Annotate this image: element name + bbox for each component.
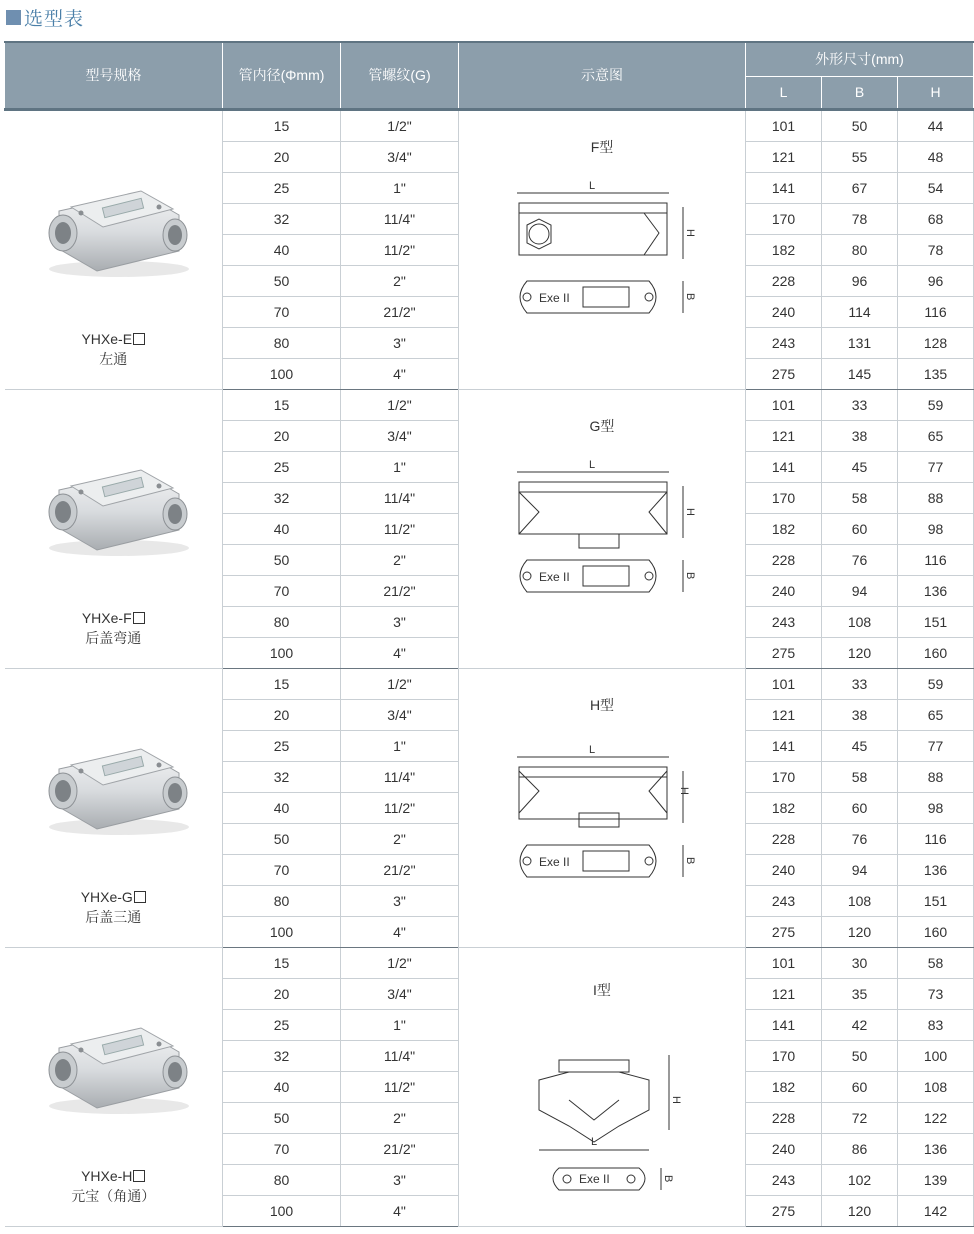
cell-thread: 2"	[341, 823, 459, 854]
diagram-label: L	[589, 179, 596, 192]
cell-inner-diameter: 20	[223, 141, 341, 172]
cell-dim-H: 160	[898, 637, 974, 668]
section-title	[6, 4, 84, 30]
product-cell	[5, 668, 223, 947]
title-square-icon	[6, 10, 21, 25]
cell-dim-L: 121	[746, 141, 822, 172]
cell-dim-H: 68	[898, 203, 974, 234]
cell-dim-H: 136	[898, 854, 974, 885]
cell-dim-B: 108	[822, 885, 898, 916]
cell-thread: 1/2"	[341, 947, 459, 978]
cell-dim-B: 120	[822, 916, 898, 947]
cell-dim-H: 58	[898, 947, 974, 978]
product-caption	[5, 1166, 223, 1206]
cell-dim-H: 96	[898, 265, 974, 296]
product-photo	[41, 173, 191, 283]
cell-inner-diameter: 100	[223, 637, 341, 668]
model-name: YHXe-F	[5, 608, 223, 628]
cell-inner-diameter: 80	[223, 885, 341, 916]
cell-dim-B: 38	[822, 420, 898, 451]
cell-dim-H: 65	[898, 420, 974, 451]
cell-dim-H: 44	[898, 109, 974, 141]
cell-thread: 11/2"	[341, 1071, 459, 1102]
product-photo	[41, 1010, 191, 1120]
cell-thread: 1"	[341, 730, 459, 761]
cell-inner-diameter: 70	[223, 1133, 341, 1164]
cell-dim-L: 275	[746, 916, 822, 947]
cell-inner-diameter: 25	[223, 1009, 341, 1040]
cell-thread: 2"	[341, 1102, 459, 1133]
model-name: YHXe-H	[5, 1166, 223, 1186]
cell-dim-L: 101	[746, 668, 822, 699]
cell-dim-H: 73	[898, 978, 974, 1009]
product-photo	[41, 452, 191, 562]
cell-dim-B: 58	[822, 761, 898, 792]
cell-inner-diameter: 80	[223, 327, 341, 358]
diagram-type-label: I型	[593, 981, 611, 998]
cell-dim-H: 116	[898, 823, 974, 854]
cell-dim-L: 243	[746, 885, 822, 916]
cell-inner-diameter: 25	[223, 172, 341, 203]
cell-dim-B: 94	[822, 575, 898, 606]
product-cell	[5, 109, 223, 389]
cell-dim-L: 240	[746, 296, 822, 327]
cell-dim-B: 131	[822, 327, 898, 358]
product-cell	[5, 947, 223, 1226]
cell-dim-H: 108	[898, 1071, 974, 1102]
cell-inner-diameter: 32	[223, 1040, 341, 1071]
table-row	[5, 668, 974, 699]
diagram-label: L	[589, 458, 596, 471]
diagram-label: B	[662, 1174, 674, 1182]
cell-dim-H: 122	[898, 1102, 974, 1133]
diagram-type-label: H型	[589, 696, 615, 713]
cell-thread: 21/2"	[341, 575, 459, 606]
diagram-label: Exe II	[539, 569, 570, 584]
product-cell	[5, 389, 223, 668]
cell-dim-B: 102	[822, 1164, 898, 1195]
cell-dim-L: 275	[746, 1195, 822, 1226]
cell-inner-diameter: 70	[223, 296, 341, 327]
cell-inner-diameter: 40	[223, 1071, 341, 1102]
cell-dim-B: 96	[822, 265, 898, 296]
cell-dim-B: 78	[822, 203, 898, 234]
cell-dim-B: 60	[822, 513, 898, 544]
cell-inner-diameter: 25	[223, 730, 341, 761]
diagram-label: B	[684, 856, 696, 864]
cell-dim-L: 170	[746, 761, 822, 792]
cell-inner-diameter: 32	[223, 203, 341, 234]
cell-dim-B: 120	[822, 1195, 898, 1226]
cell-dim-H: 136	[898, 575, 974, 606]
cell-dim-L: 240	[746, 575, 822, 606]
diagram-label: Exe II	[539, 290, 570, 305]
cell-dim-H: 142	[898, 1195, 974, 1226]
diagram-type-label: G型	[589, 417, 615, 434]
cell-thread: 3/4"	[341, 141, 459, 172]
cell-dim-B: 35	[822, 978, 898, 1009]
cell-dim-L: 182	[746, 234, 822, 265]
header-dim-L: L	[746, 76, 822, 109]
cell-dim-H: 98	[898, 513, 974, 544]
cell-dim-L: 275	[746, 637, 822, 668]
diagram-cell	[459, 389, 746, 668]
diagram-label: L	[589, 743, 596, 756]
cell-thread: 4"	[341, 1195, 459, 1226]
header-dimensions: 外形尺寸(mm)	[746, 42, 974, 76]
diagram-cell	[459, 109, 746, 389]
schematic-drawing	[499, 1000, 709, 1210]
cell-thread: 3"	[341, 885, 459, 916]
cell-thread: 4"	[341, 916, 459, 947]
cell-dim-H: 59	[898, 389, 974, 420]
cell-dim-H: 88	[898, 482, 974, 513]
schematic-drawing	[499, 163, 709, 373]
cell-inner-diameter: 40	[223, 792, 341, 823]
diagram-label: Exe II	[539, 854, 570, 869]
header-model: 型号规格	[5, 42, 223, 109]
cell-thread: 1/2"	[341, 668, 459, 699]
cell-thread: 11/4"	[341, 203, 459, 234]
cell-dim-L: 141	[746, 730, 822, 761]
cell-dim-L: 170	[746, 203, 822, 234]
cell-dim-B: 50	[822, 1040, 898, 1071]
cell-inner-diameter: 15	[223, 668, 341, 699]
cell-dim-H: 116	[898, 296, 974, 327]
cell-dim-B: 30	[822, 947, 898, 978]
cell-inner-diameter: 100	[223, 358, 341, 389]
cell-inner-diameter: 40	[223, 513, 341, 544]
cell-inner-diameter: 80	[223, 606, 341, 637]
header-inner-diameter: 管内径(Φmm)	[223, 42, 341, 109]
cell-dim-L: 228	[746, 1102, 822, 1133]
cell-inner-diameter: 20	[223, 978, 341, 1009]
cell-dim-L: 240	[746, 1133, 822, 1164]
model-name: YHXe-G	[5, 887, 223, 907]
cell-dim-L: 182	[746, 792, 822, 823]
cell-thread: 11/2"	[341, 234, 459, 265]
diagram-cell	[459, 947, 746, 1226]
header-diagram: 示意图	[459, 42, 746, 109]
cell-thread: 3"	[341, 327, 459, 358]
cell-dim-H: 139	[898, 1164, 974, 1195]
cell-dim-L: 182	[746, 513, 822, 544]
cell-dim-H: 65	[898, 699, 974, 730]
cell-dim-B: 38	[822, 699, 898, 730]
diagram-label: H	[678, 786, 690, 795]
cell-thread: 11/2"	[341, 792, 459, 823]
table-row	[5, 947, 974, 978]
product-caption	[5, 329, 223, 369]
cell-inner-diameter: 20	[223, 420, 341, 451]
cell-dim-L: 182	[746, 1071, 822, 1102]
cell-dim-L: 170	[746, 482, 822, 513]
cell-dim-L: 228	[746, 823, 822, 854]
cell-dim-B: 94	[822, 854, 898, 885]
diagram-label: H	[684, 507, 696, 516]
cell-thread: 11/4"	[341, 1040, 459, 1071]
cell-dim-H: 151	[898, 885, 974, 916]
cell-dim-B: 33	[822, 668, 898, 699]
cell-dim-B: 67	[822, 172, 898, 203]
cell-dim-L: 141	[746, 172, 822, 203]
cell-dim-H: 48	[898, 141, 974, 172]
cell-dim-H: 128	[898, 327, 974, 358]
cell-dim-B: 80	[822, 234, 898, 265]
cell-dim-H: 136	[898, 1133, 974, 1164]
cell-inner-diameter: 100	[223, 916, 341, 947]
cell-dim-B: 55	[822, 141, 898, 172]
cell-dim-H: 116	[898, 544, 974, 575]
cell-thread: 21/2"	[341, 854, 459, 885]
cell-dim-H: 77	[898, 730, 974, 761]
cell-dim-H: 88	[898, 761, 974, 792]
cell-dim-L: 275	[746, 358, 822, 389]
cell-thread: 3/4"	[341, 978, 459, 1009]
cell-thread: 3"	[341, 606, 459, 637]
cell-inner-diameter: 20	[223, 699, 341, 730]
cell-dim-L: 101	[746, 389, 822, 420]
cell-inner-diameter: 15	[223, 947, 341, 978]
model-name: YHXe-E	[5, 329, 223, 349]
product-caption	[5, 887, 223, 927]
cell-inner-diameter: 50	[223, 823, 341, 854]
schematic-drawing	[499, 442, 709, 652]
cell-inner-diameter: 70	[223, 575, 341, 606]
model-type-name: 后盖弯通	[85, 629, 142, 646]
cell-dim-B: 60	[822, 792, 898, 823]
table-row	[5, 389, 974, 420]
cell-inner-diameter: 40	[223, 234, 341, 265]
cell-dim-L: 101	[746, 109, 822, 141]
product-photo	[41, 731, 191, 841]
cell-dim-L: 243	[746, 327, 822, 358]
cell-thread: 4"	[341, 637, 459, 668]
diagram-type-label: F型	[590, 138, 614, 155]
selection-table	[4, 41, 974, 1227]
cell-thread: 11/2"	[341, 513, 459, 544]
cell-dim-B: 145	[822, 358, 898, 389]
diagram-label: Exe II	[579, 1171, 610, 1186]
cell-inner-diameter: 50	[223, 265, 341, 296]
cell-thread: 21/2"	[341, 296, 459, 327]
cell-dim-B: 42	[822, 1009, 898, 1040]
cell-dim-H: 100	[898, 1040, 974, 1071]
header-dim-H: H	[898, 76, 974, 109]
cell-thread: 2"	[341, 544, 459, 575]
cell-dim-H: 83	[898, 1009, 974, 1040]
product-caption	[5, 608, 223, 648]
cell-dim-H: 135	[898, 358, 974, 389]
cell-thread: 3"	[341, 1164, 459, 1195]
cell-dim-L: 243	[746, 1164, 822, 1195]
diagram-label: B	[684, 571, 696, 579]
model-type-name: 左通	[99, 350, 128, 367]
diagram-label: L	[591, 1135, 598, 1148]
cell-inner-diameter: 100	[223, 1195, 341, 1226]
cell-dim-B: 33	[822, 389, 898, 420]
cell-dim-H: 54	[898, 172, 974, 203]
cell-dim-B: 86	[822, 1133, 898, 1164]
cell-thread: 1/2"	[341, 109, 459, 141]
cell-dim-L: 141	[746, 1009, 822, 1040]
cell-dim-H: 98	[898, 792, 974, 823]
cell-inner-diameter: 50	[223, 544, 341, 575]
cell-inner-diameter: 32	[223, 761, 341, 792]
cell-thread: 3/4"	[341, 420, 459, 451]
diagram-cell	[459, 668, 746, 947]
model-type-name: 元宝（角通）	[71, 1187, 156, 1204]
cell-inner-diameter: 50	[223, 1102, 341, 1133]
cell-dim-H: 151	[898, 606, 974, 637]
cell-inner-diameter: 25	[223, 451, 341, 482]
header-thread: 管螺纹(G)	[341, 42, 459, 109]
cell-dim-B: 76	[822, 823, 898, 854]
cell-dim-L: 228	[746, 265, 822, 296]
cell-inner-diameter: 32	[223, 482, 341, 513]
cell-dim-L: 240	[746, 854, 822, 885]
section-title-text: 选型表	[24, 8, 85, 30]
cell-dim-L: 121	[746, 420, 822, 451]
cell-inner-diameter: 80	[223, 1164, 341, 1195]
cell-dim-L: 243	[746, 606, 822, 637]
cell-dim-B: 72	[822, 1102, 898, 1133]
cell-thread: 1/2"	[341, 389, 459, 420]
cell-thread: 3/4"	[341, 699, 459, 730]
cell-dim-B: 58	[822, 482, 898, 513]
diagram-label: B	[684, 292, 696, 300]
cell-thread: 11/4"	[341, 761, 459, 792]
cell-dim-B: 114	[822, 296, 898, 327]
cell-thread: 4"	[341, 358, 459, 389]
table-body	[5, 109, 974, 1226]
cell-thread: 1"	[341, 451, 459, 482]
cell-dim-H: 77	[898, 451, 974, 482]
cell-dim-H: 59	[898, 668, 974, 699]
diagram-label: H	[684, 228, 696, 237]
header-dim-B: B	[822, 76, 898, 109]
cell-dim-L: 170	[746, 1040, 822, 1071]
cell-thread: 21/2"	[341, 1133, 459, 1164]
model-type-name: 后盖三通	[85, 908, 142, 925]
schematic-drawing	[499, 721, 709, 931]
cell-dim-B: 76	[822, 544, 898, 575]
cell-dim-B: 45	[822, 451, 898, 482]
cell-dim-L: 141	[746, 451, 822, 482]
cell-dim-B: 120	[822, 637, 898, 668]
cell-dim-H: 160	[898, 916, 974, 947]
diagram-label: H	[670, 1095, 682, 1104]
cell-dim-L: 228	[746, 544, 822, 575]
cell-thread: 1"	[341, 172, 459, 203]
cell-dim-L: 121	[746, 699, 822, 730]
cell-dim-B: 45	[822, 730, 898, 761]
cell-dim-B: 60	[822, 1071, 898, 1102]
table-row	[5, 109, 974, 141]
cell-dim-L: 121	[746, 978, 822, 1009]
cell-thread: 2"	[341, 265, 459, 296]
cell-thread: 1"	[341, 1009, 459, 1040]
cell-thread: 11/4"	[341, 482, 459, 513]
cell-dim-L: 101	[746, 947, 822, 978]
cell-inner-diameter: 15	[223, 109, 341, 141]
cell-dim-H: 78	[898, 234, 974, 265]
cell-inner-diameter: 70	[223, 854, 341, 885]
cell-dim-B: 50	[822, 109, 898, 141]
cell-inner-diameter: 15	[223, 389, 341, 420]
cell-dim-B: 108	[822, 606, 898, 637]
